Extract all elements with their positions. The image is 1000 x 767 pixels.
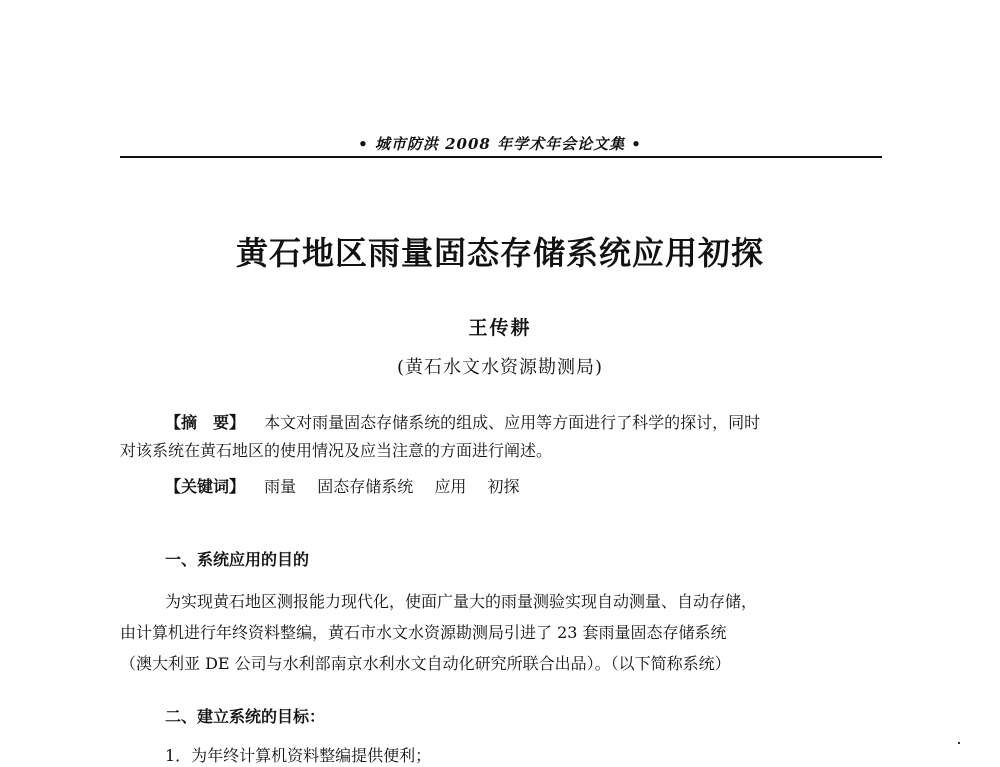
abstract-text-1: 本文对雨量固态存储系统的组成、应用等方面进行了科学的探讨，同时 (264, 413, 761, 432)
author-name: 王传耕 (468, 317, 532, 339)
abstract-line-2: 对该系统在黄石地区的使用情况及应当注意的方面进行阐述。 (120, 441, 553, 460)
section-2-item-1: 1．为年终计算机资料整编提供便利； (165, 746, 432, 765)
abstract-line-1 (120, 412, 880, 434)
abstract-label: 【摘 要】 (165, 413, 246, 432)
section-1-line-2: 由计算机进行年终资料整编，黄石市水文水资源勘测局引进了 23 套雨量固态存储系统 (120, 623, 727, 642)
section-1-line-1: 为实现黄石地区测报能力现代化，使面广量大的雨量测验实现自动测量、自动存储， (165, 592, 758, 611)
keyword-item: 固态存储系统 (317, 477, 414, 496)
keywords-label: 【关键词】 (165, 477, 246, 496)
section-1-line-3: （澳大利亚 DE 公司与水利部南京水利水文自动化研究所联合出品）。（以下简称系统） (120, 654, 731, 673)
section-1-heading: 一、系统应用的目的 (165, 550, 310, 569)
section-2-heading: 二、建立系统的目标： (165, 707, 326, 726)
scan-speck (958, 742, 960, 744)
keyword-item: 应用 (434, 477, 467, 496)
keyword-item: 初探 (487, 477, 520, 496)
keyword-item: 雨量 (264, 477, 297, 496)
keywords-line (120, 476, 880, 498)
author-affiliation: (黄石水文水资源勘测局) (396, 357, 604, 378)
running-header: • 城市防洪 2008 年学术年会论文集 • (358, 135, 642, 153)
article-title: 黄石地区雨量固态存储系统应用初探 (235, 234, 764, 272)
header-rule (120, 156, 882, 158)
